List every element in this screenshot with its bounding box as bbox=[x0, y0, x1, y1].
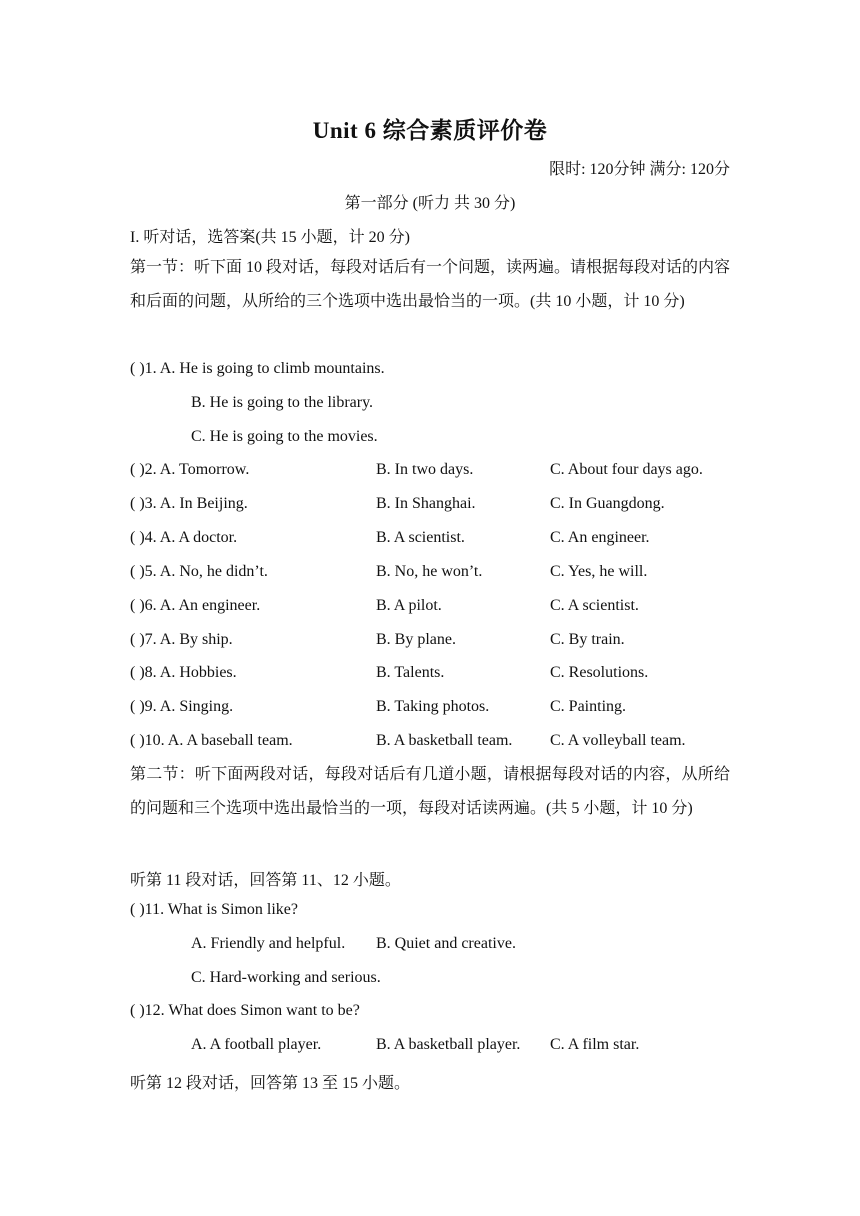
question-1-option-c: C. He is going to the movies. bbox=[191, 428, 378, 445]
option-c: C. A volleyball team. bbox=[550, 732, 686, 749]
question-row bbox=[130, 631, 730, 655]
question-stem: ( )5. A. No, he didn’t. bbox=[130, 563, 268, 580]
option-c: C. Resolutions. bbox=[550, 664, 649, 681]
part-heading: 第一部分 (听力 共 30 分) bbox=[344, 195, 516, 212]
option-b: B. No, he won’t. bbox=[376, 563, 483, 580]
option-c: C. About four days ago. bbox=[550, 461, 703, 478]
question-11-options bbox=[191, 935, 731, 959]
question-stem: ( )4. A. A doctor. bbox=[130, 529, 238, 546]
option-b: B. A basketball team. bbox=[376, 732, 513, 749]
question-stem: ( )3. A. In Beijing. bbox=[130, 495, 248, 512]
question-1-stem: ( )1. A. He is going to climb mountains. bbox=[130, 360, 385, 377]
question-row bbox=[130, 461, 730, 485]
time-score-info: 限时: 120分钟 满分: 120分 bbox=[549, 161, 730, 178]
option-c: C. An engineer. bbox=[550, 529, 650, 546]
question-11-stem: ( )11. What is Simon like? bbox=[130, 901, 298, 918]
option-b: B. In Shanghai. bbox=[376, 495, 476, 512]
question-row bbox=[130, 597, 730, 621]
question-stem: ( )6. A. An engineer. bbox=[130, 597, 261, 614]
option-c: C. In Guangdong. bbox=[550, 495, 665, 512]
option-b: B. A basketball player. bbox=[376, 1036, 521, 1053]
option-a: A. A football player. bbox=[191, 1036, 322, 1053]
sub2-instructions: 第二节：听下面两段对话，每段对话后有几道小题，请根据每段对话的内容，从所给的问题和三个选项中选出最恰当的一项，每段对话读两遍。(共 5 小题，计 10 分) bbox=[130, 766, 730, 817]
option-b: B. Quiet and creative. bbox=[376, 935, 516, 952]
question-row bbox=[130, 698, 730, 722]
question-stem: ( )2. A. Tomorrow. bbox=[130, 461, 250, 478]
question-row bbox=[130, 563, 730, 587]
question-12-stem: ( )12. What does Simon want to be? bbox=[130, 1002, 360, 1019]
question-row bbox=[130, 495, 730, 519]
question-11-option-c: C. Hard-working and serious. bbox=[191, 969, 381, 986]
option-c: C. By train. bbox=[550, 631, 625, 648]
option-c: C. Painting. bbox=[550, 698, 627, 715]
sub1-instructions: 第一节：听下面 10 段对话，每段对话后有一个问题，读两遍。请根据每段对话的内容和后面的问题，从所给的三个选项中选出最恰当的一项。(共 10 小题，计 10 分) bbox=[130, 259, 731, 310]
option-a: A. Friendly and helpful. bbox=[191, 935, 346, 952]
option-b: B. By plane. bbox=[376, 631, 456, 648]
option-c: C. Yes, he will. bbox=[550, 563, 648, 580]
page-title: Unit 6 综合素质评价卷 bbox=[312, 118, 548, 143]
option-b: B. Talents. bbox=[376, 664, 445, 681]
question-stem: ( )7. A. By ship. bbox=[130, 631, 233, 648]
question-row bbox=[130, 732, 730, 756]
option-b: B. A scientist. bbox=[376, 529, 465, 546]
option-b: B. A pilot. bbox=[376, 597, 442, 614]
option-c: C. A film star. bbox=[550, 1036, 640, 1053]
question-stem: ( )9. A. Singing. bbox=[130, 698, 234, 715]
question-stem: ( )10. A. A baseball team. bbox=[130, 732, 293, 749]
question-stem: ( )8. A. Hobbies. bbox=[130, 664, 237, 681]
question-row bbox=[130, 664, 730, 688]
section-heading: I. 听对话，选答案(共 15 小题，计 20 分) bbox=[130, 229, 410, 246]
option-c: C. A scientist. bbox=[550, 597, 639, 614]
dialog-11-heading: 听第 11 段对话，回答第 11、12 小题。 bbox=[130, 872, 401, 889]
question-12-options bbox=[191, 1036, 731, 1060]
option-b: B. Taking photos. bbox=[376, 698, 490, 715]
question-row bbox=[130, 529, 730, 553]
option-b: B. In two days. bbox=[376, 461, 474, 478]
question-1-option-b: B. He is going to the library. bbox=[191, 394, 374, 411]
dialog-12-heading: 听第 12 段对话，回答第 13 至 15 小题。 bbox=[130, 1075, 411, 1092]
